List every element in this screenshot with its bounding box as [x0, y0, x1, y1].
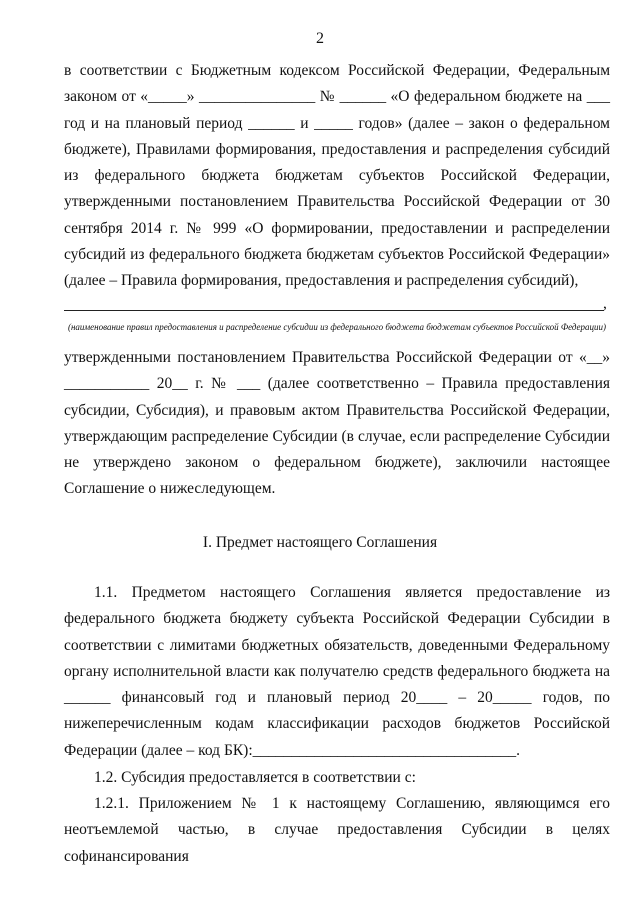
clause-1-2-1: 1.2.1. Приложением № 1 к настоящему Соглашению, являющимся его неотъемлемой частью, в случае предоставления Субсидии в целях софинансирования: [64, 795, 610, 865]
rules-name-caption: (наименование правил предоставления и распределение субсидии из федерального бюджета бюджетам субъектов Российской Федерации): [67, 322, 607, 332]
intro-paragraph: в соответствии с Бюджетным кодексом Российской Федерации, Федеральным законом от «_____» _______________ № ______ «О федеральном бюджете на ___ год и на плановый период ______ и _____ годов» (далее – закон о федеральном бюджете), Правилами формирования, предоставления и распределения субсидий из федерального бюджета бюджетам субъектов Российской Федерации, утвержденными постановлением Правительства Российской Федерации от 30 сентября 2014 г. № 999 «О формировании, предоставлении и распределении субсидий из федерального бюджета бюджетам субъектов Российской Федерации» (далее – Правила формирования, предоставления и распределения субсидий),: [64, 62, 610, 290]
clause-1-1: 1.1. Предметом настоящего Соглашения является предоставление из федерального бюджета бюджету субъекта Российской Федерации Субсидии в соответствии с лимитами бюджетных обязательств, доведенными Федеральному органу исполнительной власти как получателю средств федерального бюджета на ______ финансовый год и плановый период 20____ – 20_____ годов, по нижеперечисленным кодам классификации расходов бюджетов Российской Федерации (далее – код БК):__________________________________.: [64, 584, 610, 759]
clause-1-2: 1.2. Субсидия предоставляется в соответствии с:: [94, 769, 416, 786]
page-number: 2: [316, 30, 324, 47]
rules-name-comma: ,: [603, 295, 607, 312]
approved-paragraph: утвержденными постановлением Правительства Российской Федерации от «__» ___________ 20__ г. № ___ (далее соответственно – Правила предоставления субсидии, Субсидия), и правовым актом Правительства Российской Федерации, утверждающим распределение Субсидии (в случае, если распределение Субсидии не утверждено законом о федеральном бюджете), заключили настоящее Соглашение о нижеследующем.: [64, 349, 610, 498]
rules-name-blank-line: [64, 310, 604, 311]
section-title: I. Предмет настоящего Соглашения: [202, 534, 438, 551]
